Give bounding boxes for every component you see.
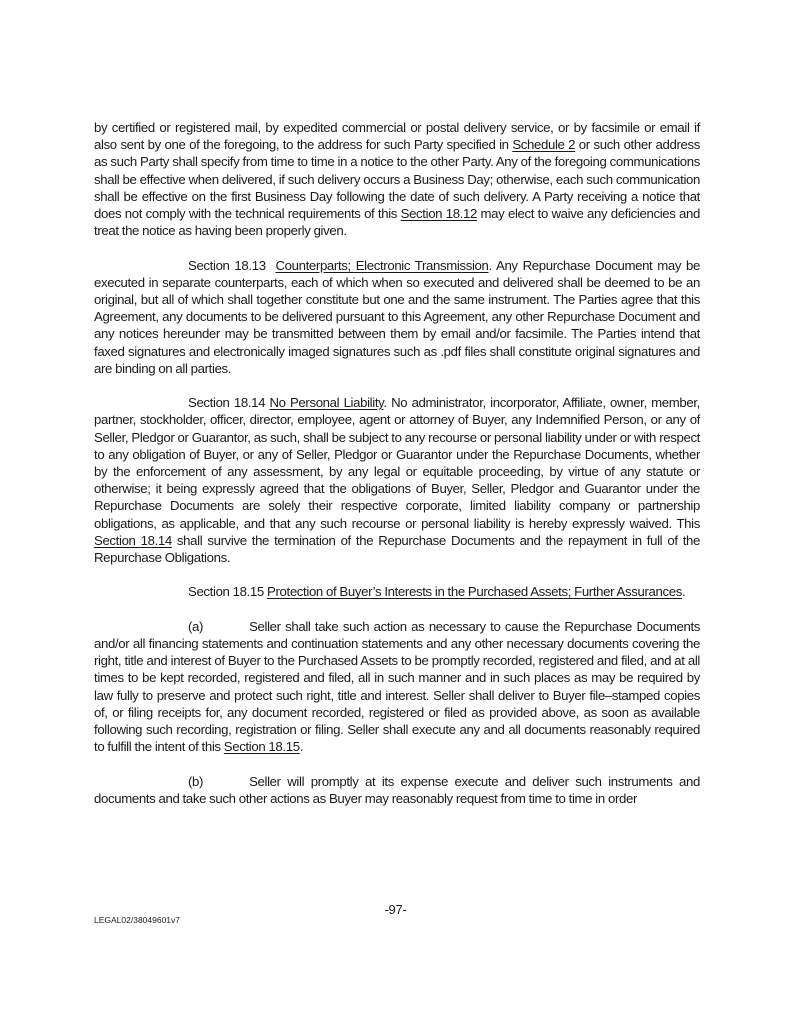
paragraph-notice-continuation: by certified or registered mail, by expedited commercial or postal delivery service, or by facsimile or email if also sent by one of the foregoing, to the address for such Party specified in Schedule 2 or such other address as such Party shall specify from time to time in a notice to the other Party. Any of the foregoing communications shall be effective when delivered, if such delivery occurs a Business Day; otherwise, each such communication shall be effective on the first Business Day following the date of such delivery. A Party receiving a notice that does not comply with the technical requirements of this Section 18.12 may elect to waive any deficiencies and treat the notice as having been properly given. (94, 120, 701, 239)
document-body (94, 119, 700, 824)
subsection-b: (b) Seller will promptly at its expense execute and deliver such instruments and documents and take such other actions as Buyer may reasonably request from time to time in order (94, 773, 700, 806)
section-heading: No Personal Liability (269, 395, 384, 411)
subsection-label: (a) (188, 618, 204, 634)
section-18-14: Section 18.14 No Personal Liability. No administrator, incorporator, Affiliate, owner, member, partner, stockholder, officer, director, employee, agent or attorney of Buyer, any Indemnified Person, or any of Seller, Pledgor or Guarantor, as such, shall be subject to any recourse or personal liability under or with respect to any obligation of Buyer, or any of Seller, Pledgor or Guarantor under the Repurchase Documents, whether by the enforcement of any assessment, by any legal or equitable proceeding, by virtue of any statute or otherwise; it being expressly agreed that the obligations of Buyer, Seller, Pledgor and Guarantor under the Repurchase Documents are solely their respective corporate, limited liability company or partnership obligations, as applicable, and that any such recourse or personal liability is hereby expressly waived. This Section 18.14 shall survive the termination of the Repurchase Documents and the repayment in full of the Repurchase Obligations. (94, 395, 700, 566)
schedule-2-reference: Schedule 2 (512, 137, 576, 153)
section-18-12-reference: Section 18.12 (400, 206, 477, 222)
section-18-15-reference: Section 18.15 (223, 739, 300, 755)
page-number: -97- (384, 902, 407, 917)
subsection-a: (a) Seller shall take such action as necessary to cause the Repurchase Documents and/or all financing statements and continuation statements and any other necessary documents covering the right, title and interest of Buyer to the Purchased Assets to be promptly recorded, registered and filed, and at all times to be kept recorded, registered and filed, all in such manner and in such places as may be required by law fully to preserve and protect such right, title and interest. Seller shall deliver to Buyer file–stamped copies of, or filing receipts for, any document recorded, registered or filed as provided above, as soon as available following such recording, registration or filing. Seller shall execute any and all documents reasonably required to fulfill the intent of this Section 18.15. (94, 618, 700, 755)
section-number: Section 18.13 (188, 257, 266, 273)
document-id-footer: LEGAL02/38049601v7 (94, 915, 181, 925)
subsection-label: (b) (188, 773, 204, 789)
section-18-15-heading: Section 18.15 Protection of Buyer’s Interests in the Purchased Assets; Further Assurances. (188, 584, 686, 600)
section-number: Section 18.15 (188, 584, 264, 600)
section-18-13: Section 18.13 Counterparts; Electronic Transmission. Any Repurchase Document may be executed in separate counterparts, each of which when so executed and delivered shall be deemed to be an original, but all of which shall together constitute but one and the same instrument. The Parties agree that this Agreement, any documents to be delivered pursuant to this Agreement, any other Repurchase Document and any notices hereunder may be transmitted between them by email and/or facsimile. The Parties intend that faxed signatures and electronically imaged signatures such as .pdf files shall constitute original signatures and are binding on all parties. (94, 257, 700, 376)
section-heading: Protection of Buyer’s Interests in the Purchased Assets; Further Assurances (267, 584, 682, 600)
section-number: Section 18.14 (188, 395, 266, 411)
section-18-14-reference: Section 18.14 (94, 532, 172, 548)
section-heading: Counterparts; Electronic Transmission (275, 257, 489, 273)
